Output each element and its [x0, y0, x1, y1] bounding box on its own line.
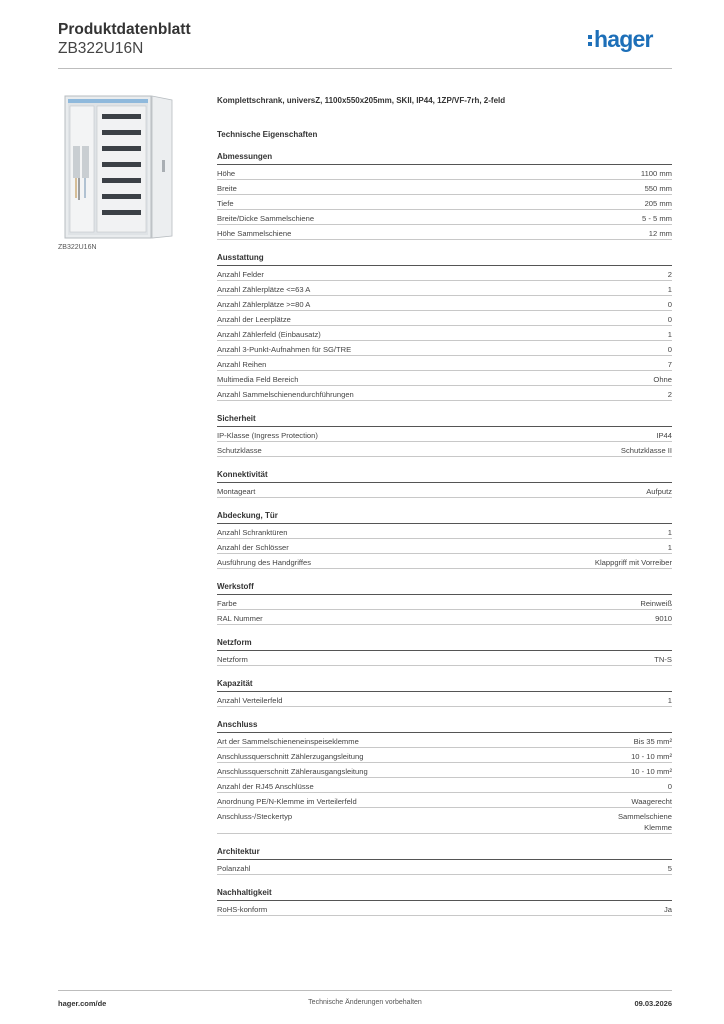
footer-website[interactable]: hager.com/de — [58, 999, 107, 1008]
spec-value: 205 mm — [644, 199, 672, 208]
spec-value: Reinweiß — [640, 599, 672, 608]
spec-section — [217, 847, 672, 875]
spec-value: 0 — [667, 315, 672, 324]
spec-section — [217, 720, 672, 834]
spec-value: Schutzklasse II — [620, 446, 672, 455]
spec-label: Anzahl Zählerfeld (Einbausatz) — [217, 330, 321, 339]
spec-value: 0 — [667, 782, 672, 791]
spec-label: Montageart — [217, 487, 256, 496]
spec-label: Breite/Dicke Sammelschiene — [217, 214, 315, 223]
spec-row — [217, 442, 672, 457]
spec-value: 5 — [667, 864, 672, 873]
spec-row — [217, 180, 672, 195]
spec-label: Anzahl der Leerplätze — [217, 315, 291, 324]
spec-label: RoHS-konform — [217, 905, 268, 914]
spec-content — [217, 96, 672, 929]
page-footer — [58, 990, 672, 1010]
hager-logo-mark — [588, 28, 672, 54]
spec-row — [217, 692, 672, 707]
spec-row — [217, 281, 672, 296]
spec-value: 10 - 10 mm² — [631, 767, 672, 776]
spec-value: Ohne — [653, 375, 672, 384]
spec-label: Anzahl der RJ45 Anschlüsse — [217, 782, 314, 791]
spec-row — [217, 386, 672, 401]
spec-row — [217, 808, 672, 834]
spec-value: 7 — [667, 360, 672, 369]
spec-value: 10 - 10 mm² — [631, 752, 672, 761]
spec-row — [217, 326, 672, 341]
section-title: Netzform — [217, 638, 672, 651]
spec-row — [217, 793, 672, 808]
section-title: Architektur — [217, 847, 672, 860]
spec-row — [217, 195, 672, 210]
spec-label: Anzahl Felder — [217, 270, 264, 279]
footer-note: Technische Änderungen vorbehalten — [308, 999, 422, 1006]
spec-value: 1 — [667, 543, 672, 552]
spec-label: Anzahl der Schlösser — [217, 543, 289, 552]
section-title: Abmessungen — [217, 152, 672, 165]
spec-row — [217, 524, 672, 539]
spec-value: 1100 mm — [640, 169, 672, 178]
spec-value: 0 — [667, 300, 672, 309]
spec-value: TN-S — [654, 655, 672, 664]
spec-label: Breite — [217, 184, 237, 193]
spec-row — [217, 427, 672, 442]
spec-value: 2 — [667, 270, 672, 279]
spec-row — [217, 296, 672, 311]
spec-label: Höhe — [217, 169, 236, 178]
spec-label: Anzahl 3-Punkt-Aufnahmen für SG/TRE — [217, 345, 352, 354]
spec-value: 9010 — [655, 614, 672, 623]
page-header — [58, 21, 672, 69]
spec-label: Anschlussquerschnitt Zählerausgangsleitung — [217, 767, 368, 776]
spec-value: 1 — [667, 696, 672, 705]
spec-label: IP-Klasse (Ingress Protection) — [217, 431, 318, 440]
product-image — [58, 90, 200, 242]
spec-row — [217, 901, 672, 916]
spec-section — [217, 470, 672, 498]
spec-row — [217, 595, 672, 610]
spec-value: 5 - 5 mm — [642, 214, 672, 223]
spec-label: Art der Sammelschieneneinspeiseklemme — [217, 737, 359, 746]
spec-label: Anzahl Zählerplätze <=63 A — [217, 285, 311, 294]
spec-label: Schutzklasse — [217, 446, 262, 455]
section-title: Werkstoff — [217, 582, 672, 595]
section-title: Abdeckung, Tür — [217, 511, 672, 524]
spec-row — [217, 554, 672, 569]
spec-value: Klappgriff mit Vorreiber — [594, 558, 672, 567]
spec-value: 1 — [667, 330, 672, 339]
spec-row — [217, 356, 672, 371]
spec-label: Anschluss-/Steckertyp — [217, 812, 293, 821]
spec-value: 1 — [667, 528, 672, 537]
product-description: Komplettschrank, universZ, 1100x550x205mm, SKII, IP44, 1ZP/VF-7rh, 2-feld — [217, 96, 506, 105]
section-title: Ausstattung — [217, 253, 672, 266]
spec-row — [217, 266, 672, 281]
spec-label: Anzahl Zählerplätze >=80 A — [217, 300, 311, 309]
spec-section — [217, 152, 672, 240]
document-title: Produktdatenblatt — [58, 21, 191, 38]
spec-value: Waagerecht — [631, 797, 672, 806]
spec-section — [217, 414, 672, 457]
section-title: Kapazität — [217, 679, 672, 692]
spec-value: 1 — [667, 285, 672, 294]
spec-label: Anordnung PE/N-Klemme im Verteilerfeld — [217, 797, 357, 806]
spec-label: Farbe — [217, 599, 237, 608]
spec-label: Höhe Sammelschiene — [217, 229, 292, 238]
spec-label: Anzahl Sammelschienendurchführungen — [217, 390, 354, 399]
spec-value: IP44 — [656, 431, 672, 440]
spec-value: 550 mm — [644, 184, 672, 193]
spec-label: RAL Nummer — [217, 614, 263, 623]
spec-value: 12 mm — [648, 229, 672, 238]
spec-row — [217, 763, 672, 778]
spec-value: Sammelschiene Klemme — [617, 812, 672, 832]
spec-row — [217, 210, 672, 225]
section-title: Konnektivität — [217, 470, 672, 483]
spec-label: Ausführung des Handgriffes — [217, 558, 311, 567]
spec-label: Anzahl Schranktüren — [217, 528, 288, 537]
spec-section — [217, 888, 672, 916]
spec-row — [217, 165, 672, 180]
spec-row — [217, 483, 672, 498]
spec-row — [217, 778, 672, 793]
hager-logo — [588, 28, 672, 61]
spec-section — [217, 253, 672, 401]
spec-row — [217, 860, 672, 875]
spec-label: Multimedia Feld Bereich — [217, 375, 299, 384]
spec-row — [217, 371, 672, 386]
spec-label: Polanzahl — [217, 864, 251, 873]
section-title: Anschluss — [217, 720, 672, 733]
spec-section — [217, 638, 672, 666]
technical-properties-heading: Technische Eigenschaften — [217, 130, 318, 139]
spec-row — [217, 341, 672, 356]
spec-sections — [217, 152, 672, 916]
section-title: Sicherheit — [217, 414, 672, 427]
spec-value: 0 — [667, 345, 672, 354]
spec-row — [217, 225, 672, 240]
spec-value: Ja — [663, 905, 672, 914]
spec-label: Anzahl Reihen — [217, 360, 267, 369]
product-code: ZB322U16N — [58, 40, 144, 57]
product-image-caption: ZB322U16N — [58, 244, 97, 251]
spec-row — [217, 311, 672, 326]
spec-label: Anzahl Verteilerfeld — [217, 696, 283, 705]
spec-section — [217, 511, 672, 569]
spec-row — [217, 733, 672, 748]
spec-row — [217, 748, 672, 763]
spec-value: Aufputz — [646, 487, 672, 496]
spec-label: Tiefe — [217, 199, 234, 208]
footer-date: 09.03.2026 — [634, 999, 672, 1008]
section-title: Nachhaltigkeit — [217, 888, 672, 901]
spec-value: 2 — [667, 390, 672, 399]
spec-value: Bis 35 mm² — [633, 737, 672, 746]
spec-label: Netzform — [217, 655, 248, 664]
logo-text: hager — [594, 28, 653, 52]
spec-label: Anschlussquerschnitt Zählerzugangsleitung — [217, 752, 364, 761]
spec-section — [217, 679, 672, 707]
spec-row — [217, 610, 672, 625]
spec-row — [217, 651, 672, 666]
spec-row — [217, 539, 672, 554]
spec-section — [217, 582, 672, 625]
